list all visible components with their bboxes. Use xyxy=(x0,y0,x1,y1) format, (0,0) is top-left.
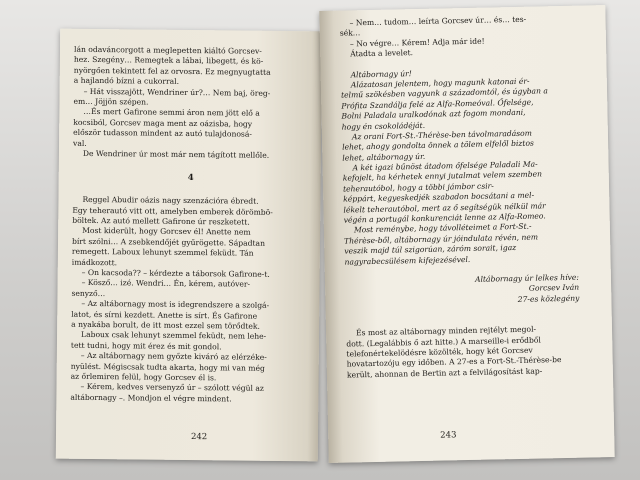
signature-line: 27-es közlegény xyxy=(517,293,580,304)
text-line: És most az altábornagy minden rejtélyt megol- xyxy=(355,324,537,338)
text-line: az őrlemiren felül, hogy Gorcsev él is. xyxy=(70,371,217,383)
text-line: – Az altábornagy nem győzte kiváró az elérzéke- xyxy=(80,351,267,362)
text-line: Most kiderült, hogy Gorcsev él! Anette nem xyxy=(82,226,251,238)
letter-line: Az orani Fort-St.-Thérèse-ben távolmaradásom xyxy=(351,128,532,142)
text-line: nyörgően tekintett fel az orvosra. Ez megnyugtatta xyxy=(73,65,271,77)
text-line: val. xyxy=(73,138,87,148)
text-line: imádkozott. xyxy=(71,257,118,267)
text-line: először tudasson mindent az autó tulajdonosá- xyxy=(73,127,252,139)
text-line: nyülést. Mégiscsak tudta akarta, hogy mi van még xyxy=(70,361,265,373)
text-line: bírt szólni… A zsebkendőjét gyűrögette. Sápadtan xyxy=(71,236,266,248)
text-line: Laboux csak lehunyt szemmel feküdt, nem lehe- xyxy=(81,330,267,342)
text-line: telefonértekelödésre közölték, hogy két Gorcsev xyxy=(346,345,533,359)
letter-line: teherautóbol, hogy a többi jámbor csir- xyxy=(342,181,494,194)
letter-line: lékelt teherautóbol, mert az ő segítségük nélkül már xyxy=(343,200,546,215)
letter-line: kefojelt, ha kérhetek ennyi jutalmat velem szemben xyxy=(342,169,543,184)
text-line: kocsiból, Gorcsev maga ment az oázisba, hogy xyxy=(73,117,253,129)
letter-line: A két igazi bűnöst átadom őfelsége Paladali Ma- xyxy=(352,159,538,173)
text-line: – On kacsoda?? – kérdezte a táborsok Gafirone-t. xyxy=(81,267,270,279)
page-number: 243 xyxy=(440,430,457,441)
right-page-text xyxy=(339,13,599,380)
text-line: – No végre… Kérem! Adja már ide! xyxy=(349,36,485,49)
letter-line: Most reménybe, hogy távolléteimet a Fort-St.- xyxy=(353,222,532,235)
letter-line: képpárt, kegyeskedjék szabadon bocsátani a mel- xyxy=(343,190,535,204)
letter-line: nagyrabecsülésem kifejezésével. xyxy=(344,254,471,267)
text-line: Átadta a levelet. xyxy=(350,48,414,59)
text-line: – Nem… tudom… leírta Gorcsev úr… és… tes- xyxy=(349,14,527,28)
text-line: em… Jöjjön szépen. xyxy=(73,96,149,107)
right-page xyxy=(319,5,614,463)
text-line: altábornagy –. Mondjon el végre mindent. xyxy=(70,392,232,404)
text-line: hovatartozóju egy időben. A 27-es a Fort-St.-Thérèse-be xyxy=(346,355,562,369)
text-line: Egy teherautó vitt ott, amelyben emberek dörömbö- xyxy=(72,205,273,217)
text-line: Reggel Abudir oázis nagy szenzációra ébredt. xyxy=(82,195,259,207)
letter-line: hogy én csokoládéját. xyxy=(341,120,426,132)
text-line: – Hát visszajött, Wendriner úr?… Nem baj, öreg- xyxy=(83,86,271,98)
letter-line: Altábornagy úr! xyxy=(350,68,412,79)
text-line: lán odaváncorgott a meglepetten kiáltó Gorcsev- xyxy=(73,44,262,56)
text-line: senyző… xyxy=(71,288,106,298)
text-line: a hajlandó bízni a cukorral. xyxy=(73,75,180,87)
text-line: dott. (Legalábbis ő azt hitte.) A marseille-i erődből xyxy=(346,335,541,349)
text-line: remegett. Laboux lehunyt szemmel feküdt. Tán xyxy=(71,247,254,258)
letter-line: veszik majd túl szigorúan, záróm sorait, igaz xyxy=(344,243,517,256)
text-line: …És mert Gafirone semmi áron nem jött elő a xyxy=(83,107,260,119)
letter-line: Alázatosan jelentem, hogy magunk katonai ér- xyxy=(350,76,530,90)
letter-line: Prófita Szandálja felé az Alfa-Romeóval. Őfelsége, xyxy=(341,97,534,111)
text-line: – Kérem, kedves versenyző úr – szólott végül az xyxy=(80,382,264,394)
letter-line: Bolni Paladala uralkodónak azt fogom mondani, xyxy=(341,107,526,121)
left-page-text xyxy=(70,45,310,406)
text-line: tett tudni, hogy mit érez és mit gondol. xyxy=(70,340,222,352)
letter-line: Thérèse-ből, altábornagy úr jóindulata révén, nem xyxy=(344,232,539,246)
signature-line: Altábornagy úr lelkes híve: xyxy=(474,272,580,284)
left-page xyxy=(56,29,322,462)
text-line: – Az altábornagy most is idegrendszere a szolgá- xyxy=(81,299,270,311)
letter-line: lehet, altábornagy úr. xyxy=(342,151,426,163)
chapter-number: 4 xyxy=(187,173,194,184)
open-book xyxy=(58,8,610,470)
text-line: sék… xyxy=(339,28,361,39)
text-line: böltek. Az autó mellett Gafirone úr reszketett. xyxy=(72,215,250,227)
text-line: a nyakába borult, de itt most ezzel sem törődtek. xyxy=(71,319,260,331)
letter-line: végén a portugál konkurenciát lenne az Alfa-Romeo. xyxy=(343,211,546,225)
signature-line: Gorcsev Iván xyxy=(528,283,580,294)
text-line: került, ahonnan de Bertin azt a felvilágosítást kap- xyxy=(346,366,543,380)
letter-line: lehet, ahogy gondolta önnek a tölem elfelől biztos xyxy=(342,138,534,152)
letter-line: telmű szökésben vagyunk a századomtól, és úgyban a xyxy=(340,86,548,100)
text-line: hez. Szegény… Remegtek a lábai, libegett, és kö- xyxy=(73,55,264,67)
text-line: De Wendriner úr most már nem tágított mellőle. xyxy=(82,148,270,160)
text-line: – Kösző… izé. Wendri… Én, kérem, autóver- xyxy=(81,278,251,290)
page-number: 242 xyxy=(190,432,208,443)
text-line: latot, és sírni kezdett. Anette is sírt. És Gafirone xyxy=(71,309,258,321)
